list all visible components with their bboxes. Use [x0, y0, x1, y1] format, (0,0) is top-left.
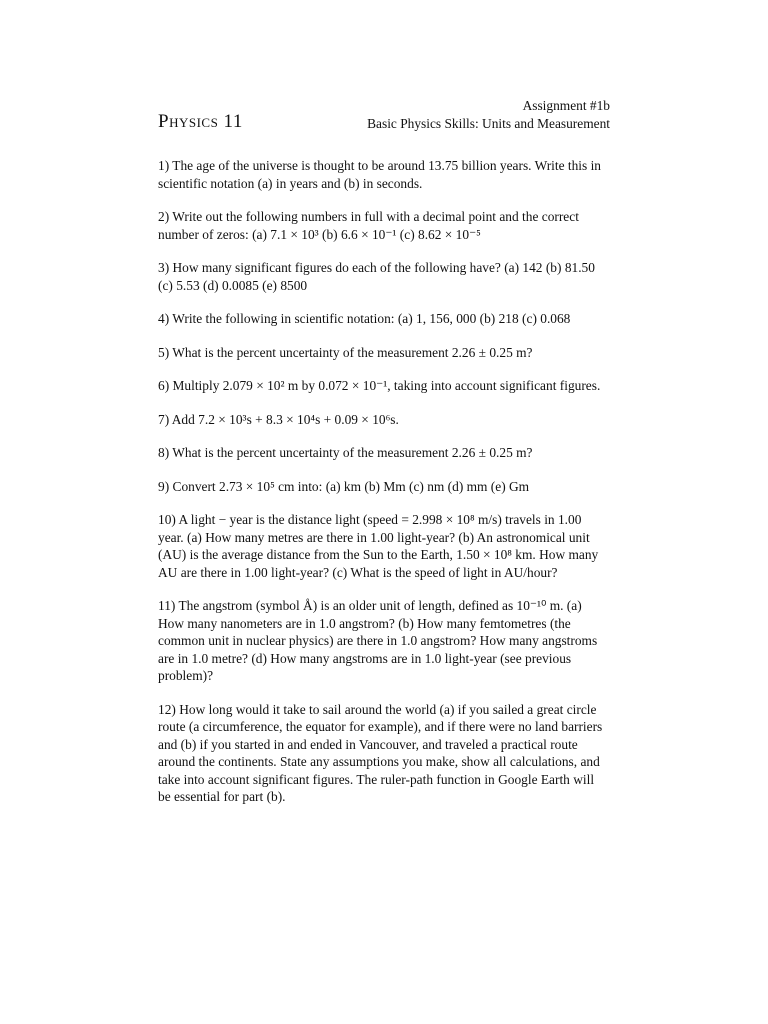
assignment-subtitle: Basic Physics Skills: Units and Measurement — [367, 116, 610, 131]
question-1 — [158, 157, 610, 192]
question-number: 8) — [158, 445, 170, 460]
question-text: A light − year is the distance light (speed = 2.998 × 10⁸ m/s) travels in 1.00 year. (a) How many metres are there in 1.00 light-year? (b) An astronomical unit (AU) is the average distance from the Sun to the Earth, 1.50 × 10⁸ km. How many AU are there in 1.00 light-year? (c) What is the speed of light in AU/hour? — [158, 512, 599, 580]
question-number: 4) — [158, 311, 170, 326]
question-number: 10) — [158, 512, 176, 527]
question-text: The age of the universe is thought to be around 13.75 billion years. Write this in scientific notation (a) in years and (b) in seconds. — [158, 158, 602, 191]
document-header — [158, 97, 610, 139]
question-text: Write out the following numbers in full with a decimal point and the correct number of zeros: (a) 7.1 × 10³ (b) 6.6 × 10⁻¹ (c) 8.62 × 10⁻⁵ — [158, 209, 579, 242]
question-number: 11) — [158, 598, 176, 613]
question-number: 7) — [158, 411, 170, 427]
question-list — [158, 157, 610, 806]
question-12 — [158, 701, 610, 806]
question-text: What is the percent uncertainty of the measurement 2.26 ± 0.25 m? — [172, 344, 533, 360]
question-number: 2) — [158, 209, 170, 224]
course-title: Physics 11 — [158, 111, 243, 132]
question-text: How many significant figures do each of the following have? (a) 142 (b) 81.50 (c) 5.53 (d) 0.0085 (e) 8500 — [158, 260, 595, 293]
question-number: 6) — [158, 378, 170, 393]
question-6 — [158, 377, 610, 395]
question-10 — [158, 511, 610, 581]
question-text: Write the following in scientific notation: (a) 1, 156, 000 (b) 218 (c) 0.068 — [172, 311, 571, 326]
question-text: Add 7.2 × 10³s + 8.3 × 10⁴s + 0.09 × 10⁶s. — [171, 411, 399, 427]
question-number: 3) — [158, 260, 170, 275]
question-number: 12) — [158, 701, 176, 717]
question-3 — [158, 259, 610, 294]
question-number: 9) — [158, 478, 170, 494]
assignment-number: Assignment #1b — [522, 98, 610, 113]
question-4 — [158, 310, 610, 328]
question-text: Multiply 2.079 × 10² m by 0.072 × 10⁻¹, taking into account significant figures. — [172, 378, 601, 393]
question-text: How long would it take to sail around the world (a) if you sailed a great circle route (a circumference, the equator for example), and if there were no land barriers and (b) if you started in and ended in Vancouver, and traveled a practical route around the continents. State any assumptions you make, show all calculations, and take into account significant figures. The ruler-path function in Google Earth will be essential for part (b). — [158, 701, 603, 804]
question-2 — [158, 208, 610, 243]
document-page — [158, 97, 610, 822]
question-text: The angstrom (symbol Å) is an older unit of length, defined as 10⁻¹⁰ m. (a) How many nanometers are in 1.0 angstrom? (b) How many femtometres (the common unit in nuclear physics) are there in 1.0 angstrom? How many angstroms are in 1.0 metre? (d) How many angstroms are in 1.0 light-year (see previous problem)? — [158, 598, 598, 683]
question-text: Convert 2.73 × 10⁵ cm into: (a) km (b) Mm (c) nm (d) mm (e) Gm — [172, 478, 530, 494]
question-8 — [158, 444, 610, 462]
question-text: What is the percent uncertainty of the measurement 2.26 ± 0.25 m? — [172, 445, 533, 460]
question-5 — [158, 344, 610, 362]
question-number: 1) — [158, 158, 170, 173]
question-11 — [158, 597, 610, 685]
assignment-block — [367, 97, 610, 133]
question-number: 5) — [158, 344, 170, 360]
question-7 — [158, 411, 610, 429]
question-9 — [158, 478, 610, 496]
